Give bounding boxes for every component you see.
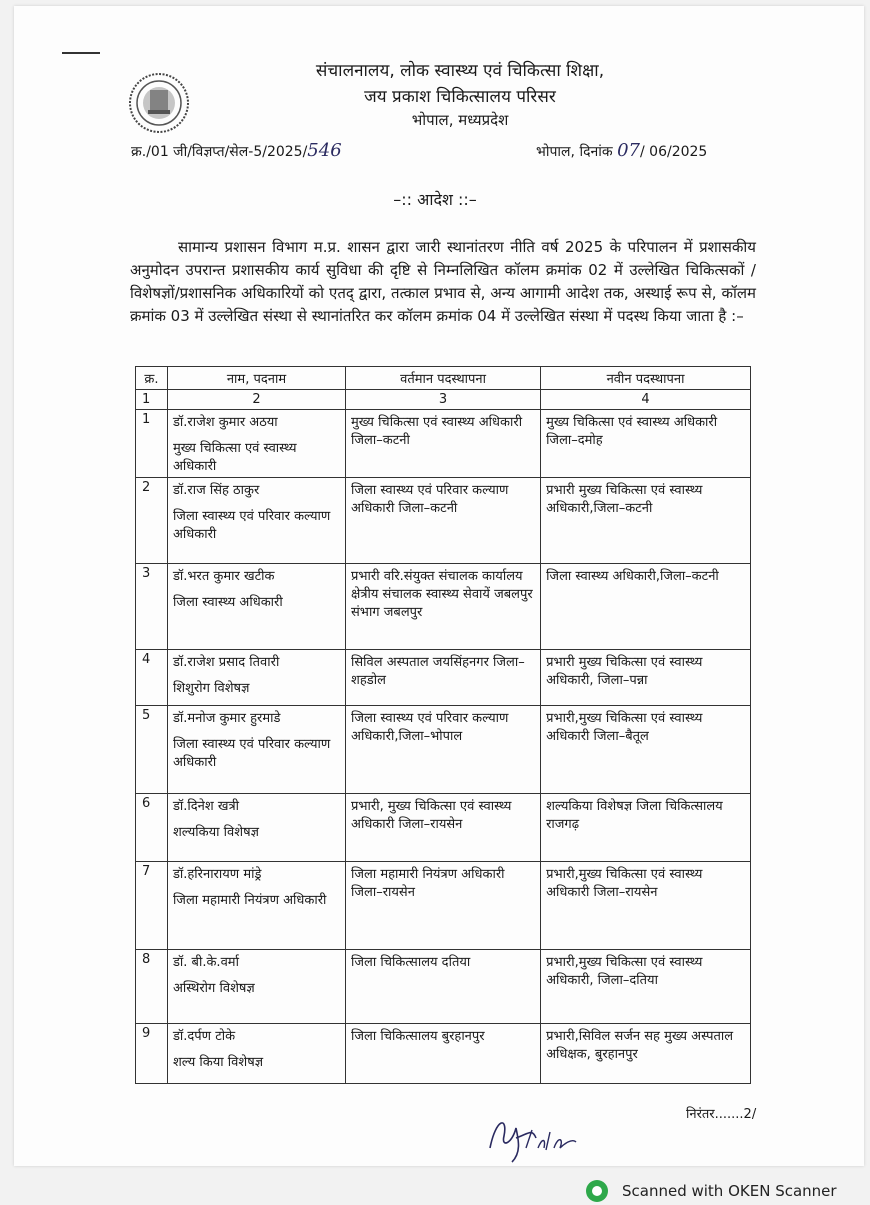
order-title: –:: आदेश ::– — [393, 190, 477, 209]
doctor-name: डॉ.मनोज कुमार हुरमाडे — [172, 711, 281, 726]
doctor-designation: शल्यकिया विशेषज्ञ — [172, 825, 259, 840]
doctor-designation: जिला स्वास्थ्य अधिकारी — [172, 595, 283, 610]
row-serial: 8 — [136, 950, 168, 1024]
continued-marker: निरंतर.......2/ — [686, 1107, 757, 1122]
order-date-suffix: / 06/2025 — [640, 144, 708, 160]
order-date-handwritten: 07 — [617, 140, 641, 161]
row-new-posting: प्रभारी,मुख्य चिकित्सा एवं स्वास्थ्य अधिकारी जिला–रायसेन — [541, 862, 751, 950]
table-row — [136, 410, 751, 478]
col-number-1: 1 — [136, 390, 168, 410]
doctor-designation: अस्थिरोग विशेषज्ञ — [172, 981, 255, 996]
row-name-cell — [167, 794, 345, 862]
table-row — [136, 564, 751, 650]
transfer-table — [135, 366, 751, 1084]
row-new-posting: प्रभारी,मुख्य चिकित्सा एवं स्वास्थ्य अधिकारी, जिला–दतिया — [541, 950, 751, 1024]
row-name-cell — [167, 862, 345, 950]
row-name-cell — [167, 1024, 345, 1084]
row-name-cell — [167, 706, 345, 794]
row-current-posting: जिला महामारी नियंत्रण अधिकारी जिला–रायसेन — [346, 862, 541, 950]
header-name: नाम, पदनाम — [167, 367, 345, 390]
table-row — [136, 794, 751, 862]
doctor-name: डॉ. बी.के.वर्मा — [172, 955, 239, 970]
row-current-posting: मुख्य चिकित्सा एवं स्वास्थ्य अधिकारी जिला–कटनी — [346, 410, 541, 478]
col-number-3: 3 — [346, 390, 541, 410]
order-number-prefix: क्र./01 जी/विज्ञप्त/सेल-5/2025/ — [131, 144, 308, 160]
row-current-posting: प्रभारी, मुख्य चिकित्सा एवं स्वास्थ्य अधिकारी जिला–रायसेन — [346, 794, 541, 862]
row-current-posting: जिला स्वास्थ्य एवं परिवार कल्याण अधिकारी जिला–कटनी — [346, 478, 541, 564]
scanner-text: Scanned with OKEN Scanner — [622, 1182, 837, 1200]
row-current-posting: जिला चिकित्सालय दतिया — [346, 950, 541, 1024]
row-new-posting: मुख्य चिकित्सा एवं स्वास्थ्य अधिकारी जिला–दमोह — [541, 410, 751, 478]
order-date — [536, 140, 707, 161]
scanner-watermark — [586, 1180, 837, 1202]
doctor-name: डॉ.हरिनारायण मांड्रे — [172, 867, 262, 882]
table-row — [136, 706, 751, 794]
row-new-posting: जिला स्वास्थ्य अधिकारी,जिला–कटनी — [541, 564, 751, 650]
row-new-posting: प्रभारी,सिविल सर्जन सह मुख्य अस्पताल अधिक्षक, बुरहानपुर — [541, 1024, 751, 1084]
row-new-posting: प्रभारी मुख्य चिकित्सा एवं स्वास्थ्य अधिकारी,जिला–कटनी — [541, 478, 751, 564]
table-row — [136, 1024, 751, 1084]
row-current-posting: जिला चिकित्सालय बुरहानपुर — [346, 1024, 541, 1084]
order-number-handwritten: 546 — [307, 140, 342, 161]
row-serial: 2 — [136, 478, 168, 564]
col-number-4: 4 — [541, 390, 751, 410]
table-row — [136, 478, 751, 564]
doctor-designation: जिला महामारी नियंत्रण अधिकारी — [172, 893, 327, 908]
row-serial: 1 — [136, 410, 168, 478]
table-row — [136, 950, 751, 1024]
signature-icon — [482, 1108, 592, 1168]
order-body-text: सामान्य प्रशासन विभाग म.प्र. शासन द्वारा जारी स्थानांतरण नीति वर्ष 2025 के परिपालन में प्रशासकीय अनुमोदन उपरान्त प्रशासकीय कार्य सुविधा की दृष्टि से निम्नलिखित कॉलम क्रमांक 02 में उल्लेखित चिकित्सकों /विशेषज्ञों/प्रशासनिक अधिकारियों को एतद् द्वारा, तत्काल प्रभाव से, अन्य आगामी आदेश तक, अस्थाई रूप से, कॉलम क्रमांक 03 में उल्लेखित संस्था से स्थानांतरित कर कॉलम क्रमांक 04 में उल्लेखित संस्था में पदस्थ किया जाता है :– — [130, 238, 756, 325]
row-new-posting: शल्यकिया विशेषज्ञ जिला चिकित्सालय राजगढ़ — [541, 794, 751, 862]
row-serial: 5 — [136, 706, 168, 794]
doctor-name: डॉ.राजेश कुमार अठया — [172, 415, 278, 430]
row-serial: 6 — [136, 794, 168, 862]
doctor-designation: शिशुरोग विशेषज्ञ — [172, 681, 250, 696]
row-name-cell — [167, 950, 345, 1024]
row-current-posting: सिविल अस्पताल जयसिंहनगर जिला–शहडोल — [346, 650, 541, 706]
doctor-designation: जिला स्वास्थ्य एवं परिवार कल्याण अधिकारी — [172, 737, 331, 770]
column-number-row — [136, 390, 751, 410]
row-serial: 4 — [136, 650, 168, 706]
header-line-1: संचालनालय, लोक स्वास्थ्य एवं चिकित्सा शिक्षा, — [315, 61, 605, 81]
row-current-posting: जिला स्वास्थ्य एवं परिवार कल्याण अधिकारी,जिला–भोपाल — [346, 706, 541, 794]
state-emblem-icon — [128, 72, 190, 134]
doctor-name: डॉ.राजेश प्रसाद तिवारी — [172, 655, 280, 670]
doctor-name: डॉ.दर्पण टोके — [172, 1029, 236, 1044]
row-name-cell — [167, 478, 345, 564]
order-date-prefix: भोपाल, दिनांक — [536, 144, 613, 160]
doctor-designation: मुख्य चिकित्सा एवं स्वास्थ्य अधिकारी — [172, 441, 297, 474]
row-name-cell — [167, 410, 345, 478]
margin-mark — [62, 52, 100, 54]
table-row — [136, 862, 751, 950]
header-line-2: जय प्रकाश चिकित्सालय परिसर — [364, 87, 556, 107]
row-serial: 9 — [136, 1024, 168, 1084]
doctor-name: डॉ.राज सिंह ठाकुर — [172, 483, 260, 498]
table-header-row — [136, 367, 751, 390]
row-serial: 3 — [136, 564, 168, 650]
order-number — [131, 140, 342, 161]
header-serial: क्र. — [136, 367, 168, 390]
row-serial: 7 — [136, 862, 168, 950]
doctor-name: डॉ.दिनेश खत्री — [172, 799, 240, 814]
row-name-cell — [167, 564, 345, 650]
row-name-cell — [167, 650, 345, 706]
header-new-posting: नवीन पदस्थापना — [541, 367, 751, 390]
oken-scanner-icon — [586, 1180, 608, 1202]
header-current-posting: वर्तमान पदस्थापना — [346, 367, 541, 390]
header-line-3: भोपाल, मध्यप्रदेश — [411, 111, 509, 129]
doctor-name: डॉ.भरत कुमार खटीक — [172, 569, 275, 584]
table-row — [136, 650, 751, 706]
row-new-posting: प्रभारी मुख्य चिकित्सा एवं स्वास्थ्य अधिकारी, जिला–पन्ना — [541, 650, 751, 706]
row-new-posting: प्रभारी,मुख्य चिकित्सा एवं स्वास्थ्य अधिकारी जिला–बैतूल — [541, 706, 751, 794]
col-number-2: 2 — [167, 390, 345, 410]
doctor-designation: शल्य किया विशेषज्ञ — [172, 1055, 264, 1070]
doctor-designation: जिला स्वास्थ्य एवं परिवार कल्याण अधिकारी — [172, 509, 331, 542]
row-current-posting: प्रभारी वरि.संयुक्त संचालक कार्यालय क्षेत्रीय संचालक स्वास्थ्य सेवायें जबलपुर संभाग जबलपुर — [346, 564, 541, 650]
